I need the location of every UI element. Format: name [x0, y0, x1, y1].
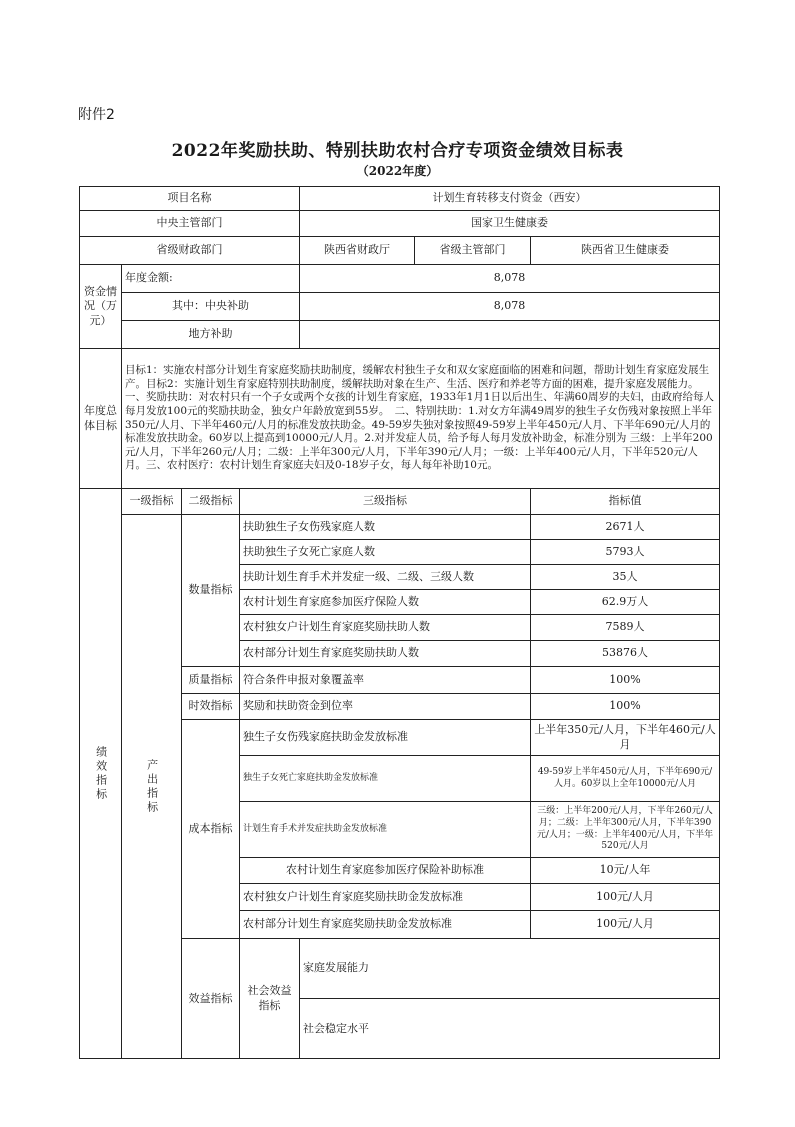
indicator-name: 独生子女死亡家庭扶助金发放标准: [240, 756, 531, 802]
indicator-name: 农村部分计划生育家庭奖励扶助金发放标准: [240, 911, 531, 939]
indicator-value: 100%: [531, 667, 720, 694]
indicator-value: 35人: [531, 565, 720, 590]
indicator-name: 扶助独生子女死亡家庭人数: [240, 540, 531, 565]
central-dept-label: 中央主管部门: [80, 211, 300, 237]
local-subsidy-label: 地方补助: [122, 321, 300, 349]
performance-label: 绩效指标: [94, 745, 108, 802]
quality-label: 质量指标: [182, 667, 240, 694]
annual-amount-value: 8,078: [300, 265, 720, 293]
indicator-value: 上半年350元/人月，下半年460元/人月: [531, 720, 720, 756]
indicator-value: 49-59岁上半年450元/人月，下半年690元/人月。60岁以上全年10000元/人月: [531, 756, 720, 802]
indicator-name: 符合条件申报对象覆盖率: [240, 667, 531, 694]
indicator-name: 农村计划生育家庭参加医疗保险补助标准: [240, 858, 531, 884]
central-subsidy-label: 其中：中央补助: [122, 293, 300, 321]
indicator-name: 计划生育手术并发症扶助金发放标准: [240, 802, 531, 858]
performance-target-table: [79, 186, 720, 1059]
prov-finance-label: 省级财政部门: [80, 237, 300, 265]
indicator-value: 53876人: [531, 641, 720, 667]
provincial-dept-row: [80, 237, 720, 265]
document-title: 2022年奖励扶助、特别扶助农村合疗专项资金绩效目标表: [171, 141, 624, 161]
prov-dept-value: 陕西省卫生健康委: [531, 237, 720, 265]
indicator-name: 农村独女户计划生育家庭奖励扶助金发放标准: [240, 884, 531, 911]
header-level3: 三级指标: [240, 489, 531, 515]
indicator-value: 三级：上半年200元/人月，下半年260元/人月；二级：上半年300元/人月，下半年390元/人月；一级：上半年400元/人月，下半年520元/人月: [531, 802, 720, 858]
central-subsidy-value: 8,078: [300, 293, 720, 321]
prov-dept-label: 省级主管部门: [415, 237, 531, 265]
indicator-name: 农村部分计划生育家庭奖励扶助人数: [240, 641, 531, 667]
project-name-row: [80, 187, 720, 211]
indicator-value: 100%: [531, 694, 720, 720]
indicator-name: 家庭发展能力: [300, 939, 720, 999]
indicator-value: 5793人: [531, 540, 720, 565]
project-name-value: 计划生育转移支付资金（西安）: [300, 187, 720, 211]
annex-label: 附件2: [78, 107, 115, 123]
local-subsidy-row: [80, 321, 720, 349]
indicator-value: 7589人: [531, 615, 720, 641]
header-level2: 二级指标: [182, 489, 240, 515]
indicator-value: 2671人: [531, 515, 720, 540]
time-label: 时效指标: [182, 694, 240, 720]
annual-amount-row: [80, 265, 720, 293]
annual-goal-row: [80, 349, 720, 489]
social-benefit-label: 社会效益指标: [240, 939, 300, 1059]
output-label: 产出指标: [145, 758, 159, 815]
quantity-label: 数量指标: [182, 515, 240, 667]
annual-goal-label: 年度总体目标: [80, 349, 122, 489]
central-dept-value: 国家卫生健康委: [300, 211, 720, 237]
annual-amount-label: 年度金额:: [122, 265, 300, 293]
cost-label: 成本指标: [182, 720, 240, 939]
local-subsidy-value: [300, 321, 720, 349]
indicator-row: [80, 515, 720, 540]
central-subsidy-row: [80, 293, 720, 321]
output-label-cell: [122, 515, 182, 1059]
indicator-value: 62.9万人: [531, 590, 720, 615]
project-name-label: 项目名称: [80, 187, 300, 211]
header-level1: 一级指标: [122, 489, 182, 515]
central-dept-row: [80, 211, 720, 237]
annual-goal-text: 目标1：实施农村部分计划生育家庭奖励扶助制度，缓解农村独生子女和双女家庭面临的困难和问题，帮助计划生育家庭发展生产。目标2：实施计划生育家庭特别扶助制度，缓解扶助对象在生产、生活、医疗和养老等方面的困难，提升家庭发展能力。一、奖励扶助：对农村只有一个子女或两个女孩的计划生育家庭，1933年1月1日以后出生、年满60周岁的夫妇，由政府给每人每月发放100元的奖励扶助金，独女户年龄放宽到55岁。 二、特别扶助：1.对女方年满49周岁的独生子女伤残对象按照上半年350元/人月、下半年460元/人月的标准发放扶助金。49-59岁失独对象按照49-59岁上半年450元/人月、下半年690元/人月的标准发放扶助金。60岁以上提高到10000元/人月。2.对并发症人员，给予每人每月发放补助金，标准分别为 三级：上半年200元/人月，下半年260元/人月；二级：上半年300元/人月，下半年390元/人月；一级：上半年400元/人月，下半年520元/人月。三、农村医疗：农村计划生育家庭夫妇及0-18岁子女，每人每年补助10元。: [122, 349, 720, 489]
benefit-label: 效益指标: [182, 939, 240, 1059]
indicator-name: 扶助独生子女伤残家庭人数: [240, 515, 531, 540]
indicator-value: 10元/人年: [531, 858, 720, 884]
indicator-name: 奖励和扶助资金到位率: [240, 694, 531, 720]
performance-label-cell: [80, 489, 122, 1059]
prov-finance-value: 陕西省财政厅: [300, 237, 415, 265]
indicator-header-row: [80, 489, 720, 515]
indicator-name: 扶助计划生育手术并发症一级、二级、三级人数: [240, 565, 531, 590]
indicator-name: 独生子女伤残家庭扶助金发放标准: [240, 720, 531, 756]
indicator-value: 100元/人月: [531, 911, 720, 939]
document-subtitle: （2022年度）: [356, 164, 439, 178]
indicator-name: 社会稳定水平: [300, 999, 720, 1059]
indicator-name: 农村计划生育家庭参加医疗保险人数: [240, 590, 531, 615]
funds-label: 资金情况（万元）: [80, 265, 122, 349]
header-value: 指标值: [531, 489, 720, 515]
indicator-name: 农村独女户计划生育家庭奖励扶助人数: [240, 615, 531, 641]
indicator-value: 100元/人月: [531, 884, 720, 911]
